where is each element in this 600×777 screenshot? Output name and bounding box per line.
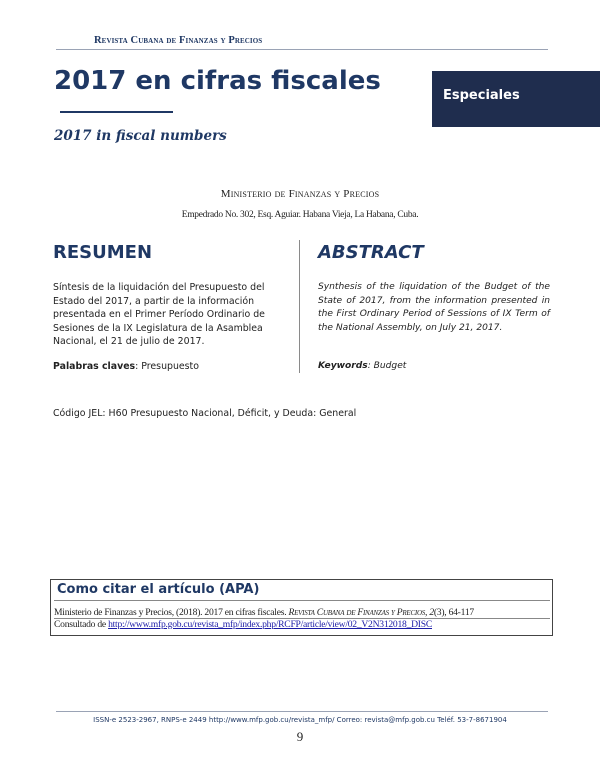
abstract-keywords — [318, 361, 406, 371]
keywords-value-en: : Budget — [367, 361, 407, 371]
citation-rule-top — [54, 600, 550, 601]
citation-reference — [54, 607, 474, 618]
abstract-heading: ABSTRACT — [318, 242, 424, 263]
footer-text: ISSN-e 2523-2967, RNPS-e 2449 http://www.mfp.gob.cu/revista_mfp/ Correo: revista@mfp.gob.cu Teléf. 53-7-8671904 — [93, 716, 507, 724]
resumen-heading: RESUMEN — [53, 242, 153, 263]
citation-consulted — [54, 619, 432, 630]
article-title: 2017 en cifras fiscales — [54, 66, 381, 96]
citation-heading: Como citar el artículo (APA) — [57, 582, 260, 597]
keywords-label-en: Keywords — [318, 361, 368, 371]
header-rule — [56, 49, 548, 50]
running-head — [94, 35, 554, 46]
article-subtitle-en: 2017 in fiscal numbers — [54, 128, 227, 144]
page-number: 9 — [296, 729, 304, 744]
author-address: Empedrado No. 302, Esq. Aguiar. Habana Vieja, La Habana, Cuba. — [181, 210, 419, 220]
citation-sep: , — [425, 607, 430, 618]
jel-code: Código JEL: H60 Presupuesto Nacional, Déficit, y Deuda: General — [53, 408, 357, 419]
section-label: Especiales — [443, 88, 520, 103]
author: Ministerio de Finanzas y Precios — [220, 188, 380, 200]
citation-volume: 2 — [429, 607, 434, 618]
citation-ref-end: (3), 64-117 — [433, 607, 474, 618]
journal-name: Revista Cubana de Finanzas y Precios — [94, 35, 263, 46]
title-underline — [60, 111, 173, 113]
keywords-label-es: Palabras claves — [53, 361, 136, 372]
keywords-value-es: : Presupuesto — [135, 361, 199, 372]
consulted-label: Consultado de — [54, 619, 109, 630]
abstract-text: Synthesis of the liquidation of the Budget of the State of 2017, from the information presented in the First Ordinary Period of Sessions of IX Term of the National Assembly, on July 21, 2017. — [318, 282, 550, 333]
column-divider — [299, 240, 300, 373]
section-banner — [432, 71, 600, 127]
resumen-text: Síntesis de la liquidación del Presupuesto del Estado del 2017, a partir de la información presentada en el Primer Período Ordinario de Sesiones de la IX Legislatura de la Asamblea Nacional, el 21 de julio de 2017. — [53, 282, 265, 348]
footer-rule — [56, 711, 548, 712]
citation-journal: Revista Cubana de Finanzas y Precios — [288, 607, 426, 618]
citation-url-link[interactable]: http://www.mfp.gob.cu/revista_mfp/index.php/RCFP/article/view/02_V2N312018_DISC — [108, 619, 432, 630]
resumen-keywords — [53, 361, 199, 372]
citation-ref-start: Ministerio de Finanzas y Precios, (2018). 2017 en cifras fiscales. — [54, 607, 289, 618]
citation-box — [50, 579, 553, 636]
